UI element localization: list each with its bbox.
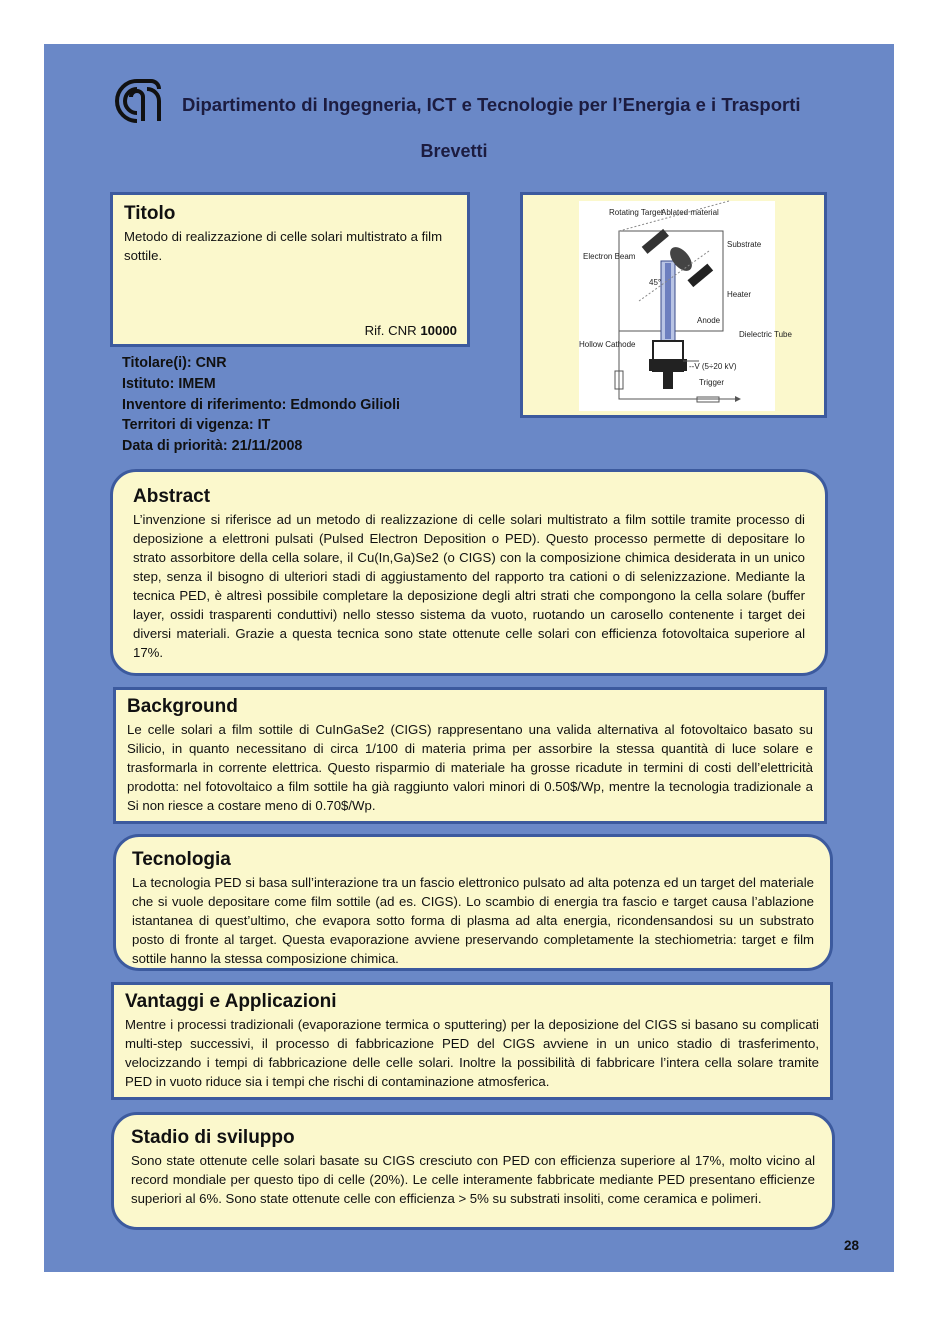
meta-titolare: Titolare(i): CNR (122, 355, 227, 371)
section-title: Brevetti (420, 141, 488, 161)
label-hollow-cathode: Hollow Cathode (579, 340, 636, 349)
tecnologia-text: La tecnologia PED si basa sull’interazione tra un fascio elettronico pulsato ad alta potenza ed un target del materiale che si vuole depositare come film sottile (ad es. CIGS). Lo scambio di energia tra fascio e target causa l’ablazione istantanea di quest’ultimo, che evapora sotto forma di plasma ad alta energia, ricondensandosi su un substrato posto di fronte al target. Questa evaporazione avviene preservando completamente la stechiometria: target e film sottile hanno la stessa composizione chimica. (132, 875, 814, 966)
ped-diagram (579, 201, 792, 411)
abstract-box (110, 469, 828, 676)
stadio-text: Sono state ottenute celle solari basate su CIGS cresciuto con PED con efficienza superiore al 17%, molto vicino al record mondiale per questo tipo di celle (20%). Le celle interamente fabbricate mediante PED presentano efficienze superiori al 6%. Sono state ottenute celle con efficienza > 5% su substrati insoliti, come ceramica e polimeri. (131, 1153, 815, 1206)
label-heater: Heater (727, 290, 752, 299)
label-trigger: Trigger (699, 378, 725, 387)
meta-inventore: Inventore di riferimento: Edmondo Gilioli (122, 396, 401, 413)
label-rotating-target: Rotating Target (609, 208, 664, 217)
meta-istituto: Istituto: IMEM (122, 375, 216, 392)
patent-meta (122, 353, 400, 457)
label-substrate: Substrate (727, 240, 762, 249)
diagram-box (520, 192, 827, 418)
stadio-box (111, 1112, 835, 1230)
page (44, 44, 894, 1272)
tecnologia-box (113, 834, 833, 971)
label-anode: Anode (697, 316, 721, 325)
titolo-box (110, 192, 470, 347)
rif-number: 10000 (420, 323, 457, 338)
background-heading: Background (127, 696, 238, 717)
abstract-heading: Abstract (133, 486, 211, 507)
vantaggi-box (111, 982, 833, 1100)
meta-territori: Territori di vigenza: IT (122, 417, 271, 434)
page-number: 28 (844, 1238, 860, 1253)
vantaggi-heading: Vantaggi e Applicazioni (125, 991, 337, 1012)
label-voltage: --V (5÷20 kV) (689, 362, 737, 371)
department-title: Dipartimento di Ingegneria, ICT e Tecnologie per l’Energia e i Trasporti (182, 94, 801, 115)
titolo-text: Metodo di realizzazione di celle solari multistrato a film sottile. (124, 229, 443, 263)
titolo-heading: Titolo (124, 203, 176, 224)
label-dielectric-tube: Dielectric Tube (739, 330, 792, 339)
rif-cnr (365, 323, 457, 338)
label-electron-beam: Electron Beam (583, 252, 636, 261)
cnr-logo (111, 77, 163, 125)
rif-label: Rif. CNR (364, 323, 417, 338)
meta-data: Data di priorità: 21/11/2008 (122, 438, 303, 455)
background-box (113, 687, 827, 824)
vantaggi-text: Mentre i processi tradizionali (evaporazione termica o sputtering) per la deposizione del CIGS si basano su complicati multi-step successivi, il processo di fabbricazione PED del CIGS avviene in un unico stadio di trasferimento, velocizzando i tempi di fabbricazione delle celle solari. Inoltre la possibilità di fabbricare l’intera cella solare tramite PED in vuoto riduce sia i tempi che rischi di contaminazione atmosferica. (125, 1017, 819, 1089)
abstract-text: L’invenzione si riferisce ad un metodo di realizzazione di celle solari multistrato a film sottile tramite processo di deposizione a elettroni pulsati (Pulsed Electron Deposition o PED). Questo processo permette di depositare lo strato assorbitore della cella solare, il Cu(In,Ga)Se2 (o CIGS) con la composizione chimica desiderata in un unico step, senza il bisogno di ulteriori stadi di aggiustamento del rapporto tra cationi o di selenizzazione. Mediante la tecnica PED, è altresì possibile completare la deposizione degli altri strati che compongono la cella solare (buffer layer, ossidi trasparenti conduttivi) nello stesso sistema da vuoto, ruotando un carosello contenente i target dei diversi materiali. Grazie a questa tecnica sono state ottenute celle solari con efficienza fotovoltaica superiore al 17%. (133, 512, 805, 660)
tecnologia-heading: Tecnologia (132, 849, 231, 870)
background-text: Le celle solari a film sottile di CuInGaSe2 (CIGS) rappresentano una valida alternativa al fotovoltaico basato su Silicio, in quanto necessitano di circa 1/100 di materia prima per assorbire la stessa quantità di luce solare e trasformarla in corrente elettrica. Questo risparmio di materiale ha grosse ricadute in termini di costi dell’elettricità prodotta: nel fotovoltaico a film sottile ha già raggiunto valori minori di 0.50$/Wp, mentre la tecnologia tradizionale a Si non riesce a costare meno di 0.70$/Wp. (127, 722, 813, 813)
label-ablated-material: Ablated material (661, 208, 719, 217)
stadio-heading: Stadio di sviluppo (131, 1127, 295, 1148)
label-angle: 45° (649, 278, 662, 287)
